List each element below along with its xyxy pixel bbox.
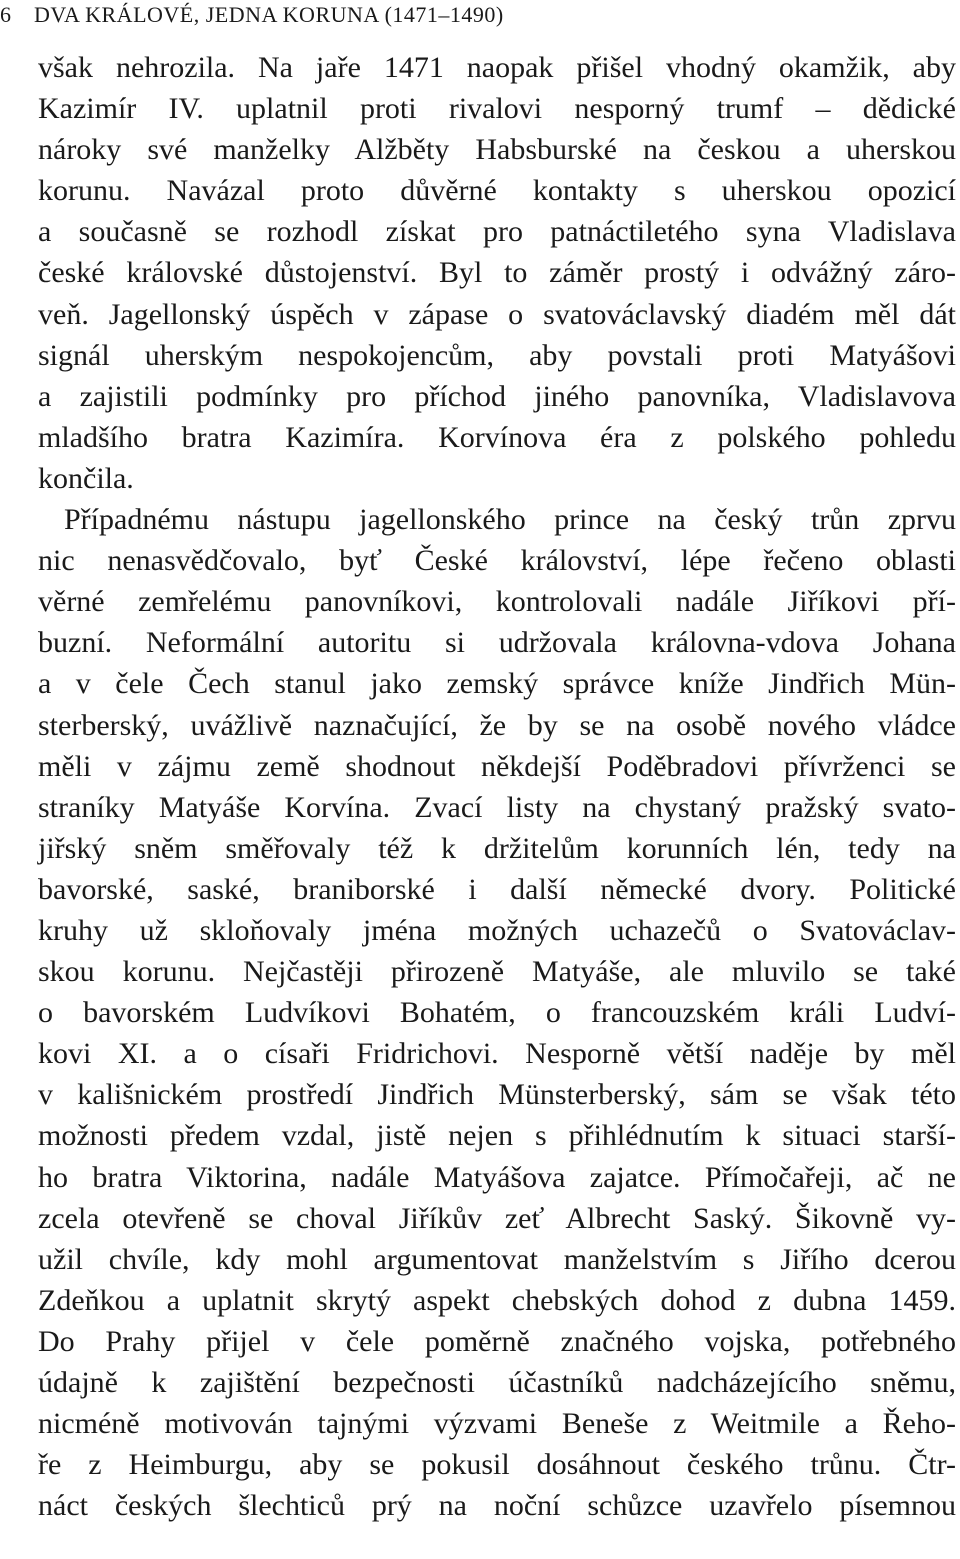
- text-line: užil chvíle, kdy mohl argumentovat manželstvím s Jiřího dcerou: [38, 1242, 956, 1276]
- text-line: a současně se rozhodl získat pro patnáctiletého syna Vladislava: [38, 215, 956, 249]
- text-line: jiřský sněm směřovaly též k držitelům korunních lén, tedy na: [38, 831, 956, 865]
- text-line: údajně k zajištění bezpečnosti účastníků nadcházejícího sněmu,: [38, 1366, 956, 1399]
- text-line: však nehrozila. Na jaře 1471 naopak přišel vhodný okamžik, aby: [38, 51, 956, 84]
- text-line: v kališnickém prostředí Jindřich Münsterberský, sám se však této: [38, 1078, 956, 1112]
- text-line: veň. Jagellonský úspěch v zápase o svatováclavský diadém měl dát: [38, 297, 956, 331]
- text-line: sterberský, uvážlivě naznačující, že by se na osobě nového vládce: [38, 708, 956, 742]
- text-line: Kazimír IV. uplatnil proti rivalovi nesporný trumf – dědické: [38, 92, 956, 126]
- text-line: nicméně motivován tajnými výzvami Beneše z Weitmile a Řeho-: [38, 1407, 956, 1441]
- text-line: ře z Heimburgu, aby se pokusil dosáhnout českého trůnu. Čtr-: [38, 1448, 956, 1482]
- text-line: měli v zájmu země shodnout někdejší Poděbradovi přívrženci se: [38, 749, 956, 783]
- text-line: signál uherským nespokojencům, aby povstali proti Matyášovi: [38, 338, 956, 372]
- text-line: Do Prahy přijel v čele poměrně značného vojska, potřebného: [38, 1324, 956, 1358]
- text-line: mladšího bratra Kazimíra. Korvínova éra z polského pohledu: [38, 420, 956, 454]
- text-line: bavorské, saské, braniborské i další německé dvory. Politické: [38, 872, 956, 906]
- text-line: a zajistili podmínky pro příchod jiného panovníka, Vladislavova: [38, 379, 956, 413]
- text-line: zcela otevřeně se choval Jiříkův zeť Albrecht Saský. Šikovně vy-: [38, 1201, 956, 1235]
- text-line: možnosti předem vzdal, jistě nejen s přihlédnutím k situaci starší-: [38, 1119, 956, 1153]
- text-line: o bavorském Ludvíkovi Bohatém, o francouzském králi Ludví-: [38, 996, 956, 1030]
- text-line: kovi XI. a o císaři Fridrichovi. Nesporně větší naděje by měl: [38, 1037, 956, 1071]
- body-text: [38, 47, 956, 1526]
- running-title: DVA KRÁLOVÉ, JEDNA KORUNA (1471–1490): [34, 2, 504, 27]
- running-head: [0, 0, 504, 30]
- text-line: kruhy už skloňovaly jména možných uchazečů o Svatováclav-: [38, 913, 956, 947]
- text-line: nároky své manželky Alžběty Habsburské na českou a uherskou: [38, 133, 956, 167]
- text-line: buzní. Neformální autoritu si udržovala královna-vdova Johana: [38, 626, 956, 660]
- text-line: korunu. Navázal proto důvěrné kontakty s uherskou opozicí: [38, 174, 956, 208]
- text-line: straníky Matyáše Korvína. Zvací listy na chystaný pražský svato-: [38, 790, 956, 824]
- text-line: náct českých šlechticů prý na noční schůzce uzavřelo písemnou: [38, 1489, 956, 1523]
- text-line: Zdeňkou a uplatnit skrytý aspekt chebských dohod z dubna 1459.: [38, 1283, 956, 1317]
- text-line: nic nenasvědčovalo, byť České království, lépe řečeno oblasti: [38, 544, 956, 578]
- paragraph-start-line: Případnému nástupu jagellonského prince na český trůn zprvu: [64, 503, 956, 537]
- text-line: věrné zemřelému panovníkovi, kontrolovali nadále Jiříkovi pří-: [38, 585, 956, 619]
- text-line: a v čele Čech stanul jako zemský správce kníže Jindřich Mün-: [38, 667, 956, 701]
- text-line: skou korunu. Nejčastěji přirozeně Matyáše, ale mluvilo se také: [38, 955, 956, 989]
- text-line: české královské důstojenství. Byl to záměr prostý i odvážný záro-: [38, 256, 956, 290]
- text-line: ho bratra Viktorina, nadále Matyášova zajatce. Přímočařeji, ač ne: [38, 1160, 956, 1194]
- page-number: 6: [0, 2, 12, 27]
- paragraph-end-line: končila.: [38, 461, 134, 495]
